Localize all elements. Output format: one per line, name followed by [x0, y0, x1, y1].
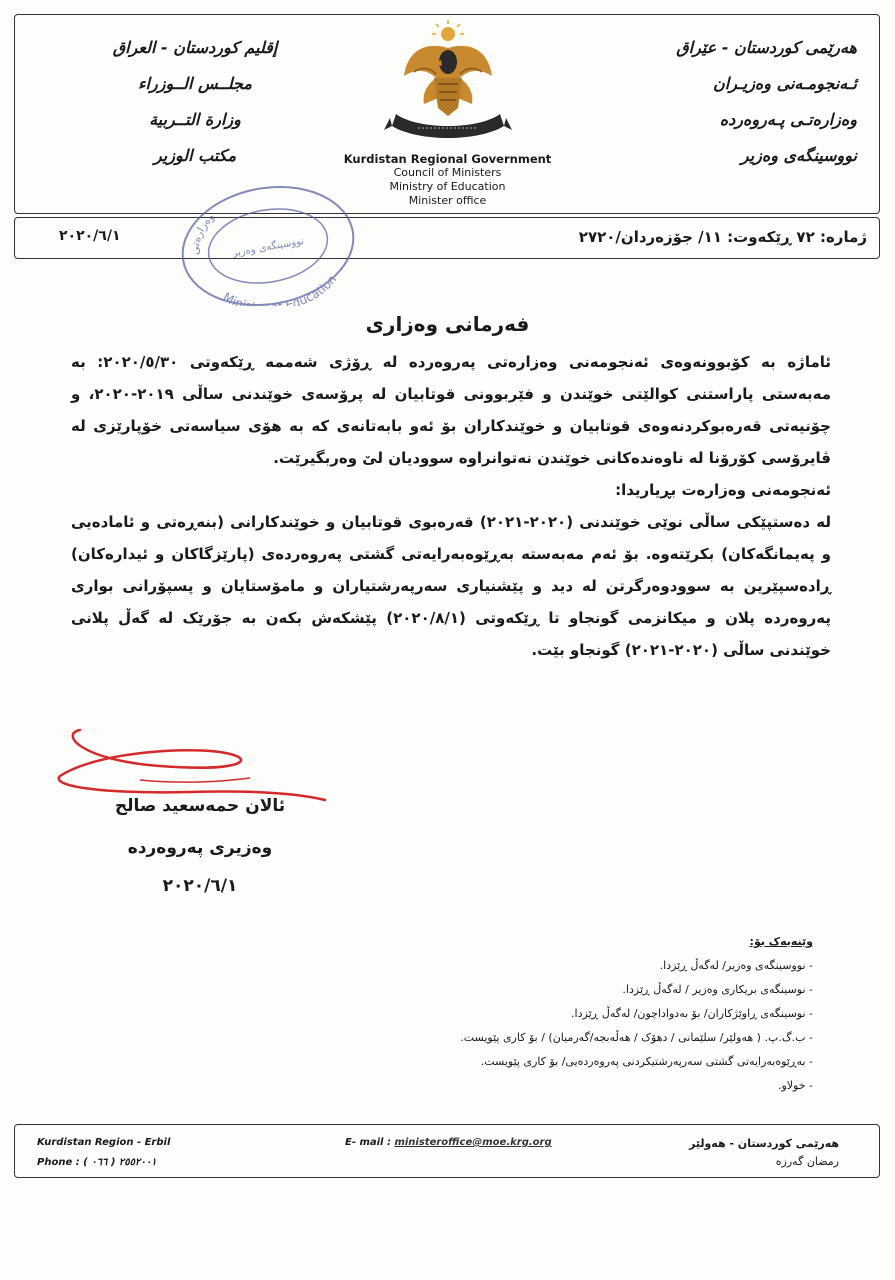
reference-box — [14, 217, 880, 259]
document-body — [71, 346, 831, 666]
signatory-name: ئالان حمەسعید صالح — [114, 796, 286, 816]
ministry-stamp — [168, 176, 368, 306]
svg-text:وەزارەتی پەروەردە — [168, 176, 223, 265]
krg-emblem-icon — [378, 18, 518, 144]
signature-date: ٢٠٢٠/٦/١ — [162, 876, 238, 896]
office-name-ar: مكتب الوزير — [153, 146, 237, 165]
copy-item: - خولاو. — [777, 1079, 813, 1092]
stamp-bottom-text: Ministry Education — [220, 272, 340, 306]
email-label: E- mail : — [345, 1137, 391, 1148]
signatory-role: وەزیری پەروەردە — [127, 838, 273, 858]
letterhead-kurdish — [676, 30, 857, 174]
footer-location-ku: هەرێمی کوردستان - هەولێر — [688, 1137, 839, 1150]
footer-location: Kurdistan Region - Erbil — [37, 1137, 171, 1148]
stamp-top-text: وەزارەتی — [188, 210, 218, 256]
email-link[interactable]: ministeroffice@moe.krg.org — [394, 1137, 552, 1148]
copies-heading: وێنەیەک بۆ: — [749, 935, 813, 948]
copy-item: - بەڕێوەبەرایەتی گشتی سەرپەرشتیکردنی پەروەردەیی/ بۆ کاری پێویست. — [480, 1055, 813, 1068]
council-name-ar: مجلــس الــوزراء — [138, 74, 252, 93]
body-paragraph-3: لە دەستپێکی ساڵی نوێی خوێندنی (٢٠٢٠-٢٠٢١) قەرەبوی قوتابیان و خوێندکارانی (بنەڕەتی و ئامادەیی و پەیمانگەکان) بکرێتەوە. بۆ ئەم مەبەستە بەڕێوەبەرایەتی گشتی پەروەردەی (پارێزگاکان و ئیدارەکان) ڕادەسپێرین بە سوودوەرگرتن لە دید و پێشنیاری سەرپەرشتیاران و مامۆستایان و پسپۆرانی بواری پەروەردە پلان و میکانزمی گونجاو تا ڕێکەوتی (٢٠٢٠/٨/١) پێشکەش بکەن بە جۆرێک لە گەڵ پلانی خوێندنی ساڵی (٢٠٢٠-٢٠٢١) گونجاو بێت. — [71, 513, 832, 659]
ministry-name-en: Ministry of Education — [389, 180, 506, 193]
body-paragraph-2: ئەنجومەنی وەزارەت بڕیاریدا: — [615, 481, 831, 499]
copy-item: - ب.گ.پ. ( هەولێر/ سلێمانی / دهۆک / هەڵەبجە/گەرمیان) / بۆ کاری پێویست. — [460, 1031, 813, 1044]
footer-box — [14, 1124, 880, 1178]
gov-name-en: Kurdistan Regional Government — [343, 152, 552, 166]
copy-item: - نووسینگەی وەزیر/ لەگەڵ ڕێزدا. — [659, 959, 813, 972]
copy-item: - نوسینگەی بریکاری وەزیر / لەگەڵ ڕێزدا. — [622, 983, 813, 996]
stamp-mid-text: نووسینگەی وەزیر — [231, 235, 305, 260]
footer-address-ku: رمضان گەرزە — [775, 1155, 839, 1168]
council-name-en: Council of Ministers — [393, 166, 502, 179]
reference-date: ٢٠٢٠/٦/١ — [59, 228, 121, 244]
body-paragraph-1: ئاماژە بە کۆبوونەوەی ئەنجومەنی وەزارەتی پەروەردە لە ڕۆژی شەممە ڕێکەوتی ٢٠٢٠/٥/٣٠: بە مەبەستی پاراستنی کوالێتی خوێندن و فێربوونی قوتابیان لە پرۆسەی خوێندنی ساڵی ٢٠١٩-٢٠٢٠، و چۆنیەتی قەرەبوکردنەوەی قوتابیان و خوێندکاران بۆ ئەو بابەتانەی کە بە هۆی سیاسەتی خۆپارێزی لە ڤایرۆسی کۆرۆنا لە ناوەندەکانی خوێندن نەتوانراوە سوودیان لێ وەربگیرێت. — [71, 353, 832, 467]
svg-text:Ministry of Education — [219, 270, 343, 306]
footer-phone: Phone : ( ٠٦٦ ) ٢٥٥٢٠٠١ — [37, 1157, 157, 1168]
ministry-name-ar: وزارة التــربية — [149, 110, 241, 129]
copy-item: - نوسینگەی ڕاوێژکاران/ بۆ بەدواداچون/ لەگەڵ ڕێزدا. — [571, 1007, 813, 1020]
footer-email — [345, 1137, 552, 1148]
office-name-ku: نووسینگەی وەزیر — [740, 146, 857, 165]
letterhead-arabic — [90, 30, 300, 174]
council-name-ku: ئـەنجومـەنی وەزیـران — [713, 74, 857, 93]
region-name-ku: هەرێمی کوردستان - عێراق — [676, 38, 857, 57]
ministry-name-ku: وەزارەتـی پـەروەردە — [719, 110, 857, 129]
reference-number: ژمارە: ٧٢ ڕێکەوت: ١١/ جۆزەردان/٢٧٢٠ — [578, 228, 867, 246]
document-title: فەرمانی وەزاری — [365, 312, 530, 336]
region-name-ar: إقليم كوردستان - العراق — [112, 38, 278, 57]
office-name-en: Minister office — [408, 194, 487, 207]
copies-list — [460, 930, 813, 1098]
